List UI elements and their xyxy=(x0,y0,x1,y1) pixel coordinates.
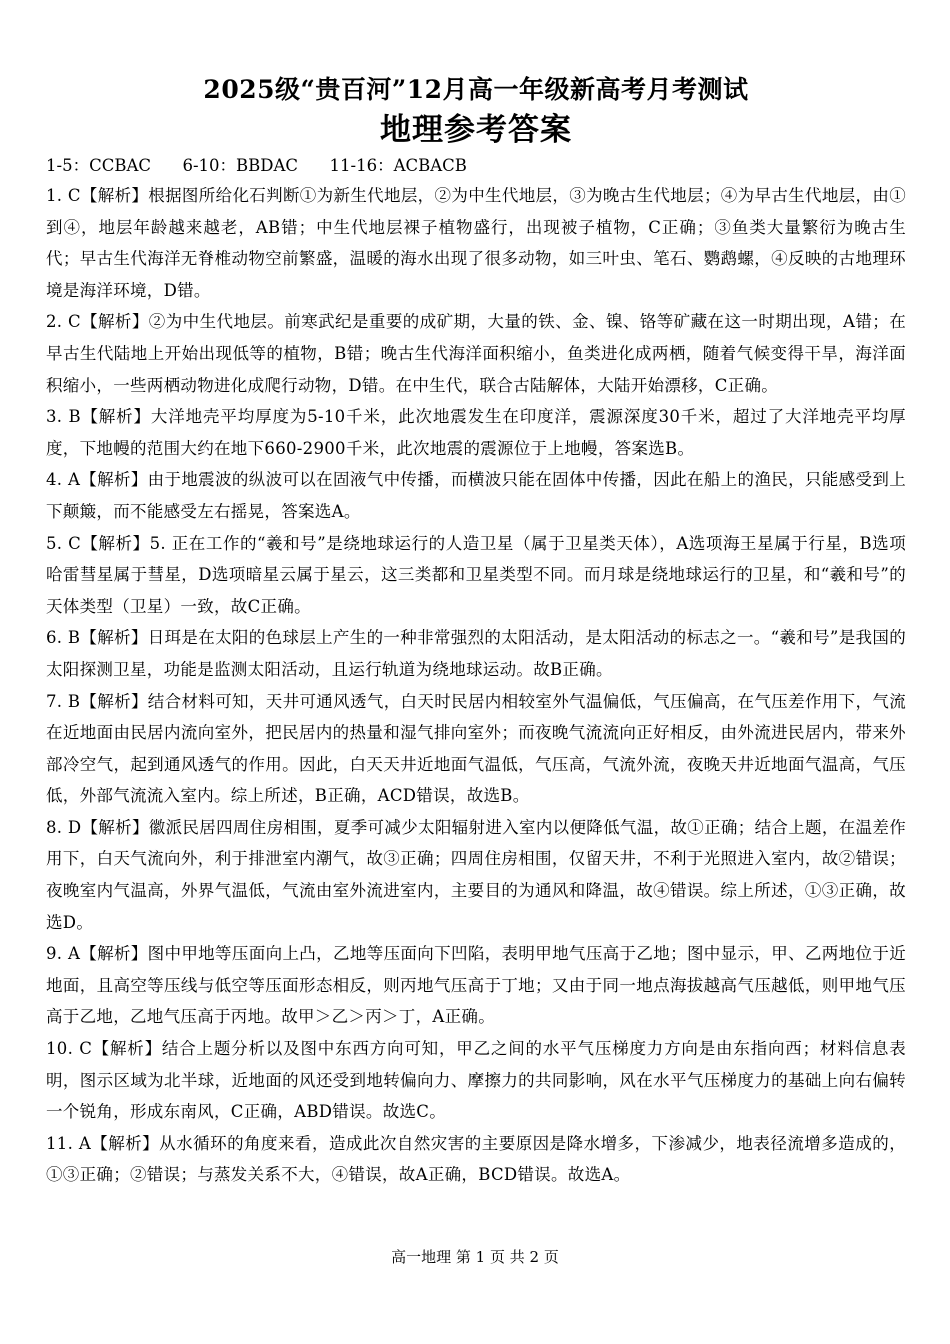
explanation-8: 8. D【解析】徽派民居四周住房相围，夏季可减少太阳辐射进入室内以便降低气温，故①正确；结合上题，在温差作用下，白天气流向外，利于排泄室内潮气，故③正确；四周住房相围，仅留天井，不利于光照进入室内，故②错误；夜晚室内气温高，外界气温低，气流由室外流进室内，主要目的为通风和降温，故④错误。综上所述，①③正确，故选D。 xyxy=(46,817,906,932)
explanation-2: 2. C【解析】②为中生代地层。前寒武纪是重要的成矿期，大量的铁、金、镍、铬等矿藏在这一时期出现，A错；在早古生代陆地上开始出现低等的植物，B错；晚古生代海洋面积缩小，鱼类进化成两栖，随着气候变得干旱，海洋面积缩小，一些两栖动物进化成爬行动物，D错。在中生代，联合古陆解体，大陆开始漂移，C正确。 xyxy=(46,312,906,395)
explanation-10: 10. C【解析】结合上题分析以及图中东西方向可知，甲乙之间的水平气压梯度力方向是由东指向西；材料信息表明，图示区域为北半球，近地面的风还受到地转偏向力、摩擦力的共同影响，风在水平气压梯度力的基础上向右偏转一个锐角，形成东南风，C正确，ABD错误。故选C。 xyxy=(46,1039,906,1122)
explanation-9: 9. A【解析】图中甲地等压面向上凸，乙地等压面向下凹陷，表明甲地气压高于乙地；图中显示，甲、乙两地位于近地面，且高空等压线与低空等压面形态相反，则丙地气压高于丁地；又由于同一地点海拔越高气压越低，则甲地气压高于乙地，乙地气压高于丙地。故甲＞乙＞丙＞丁，A正确。 xyxy=(46,944,906,1027)
explanation-7: 7. B【解析】结合材料可知，天井可通风透气，白天时民居内相较室外气温偏低，气压偏高，在气压差作用下，气流在近地面由民居内流向室外，把民居内的热量和湿气排向室外；而夜晚气流流向正好相反，由外流进民居内，带来外部冷空气，起到通风透气的作用。因此，白天天井近地面气温低，气压高，气流外流，夜晚天井近地面气温高，气压低，外部气流流入室内。综上所述，B正确，ACD错误，故选B。 xyxy=(46,691,906,806)
explanation-6: 6. B【解析】日珥是在太阳的色球层上产生的一种非常强烈的太阳活动，是太阳活动的标志之一。“羲和号”是我国的太阳探测卫星，功能是监测太阳活动，且运行轨道为绕地球运动。故B正确。 xyxy=(46,628,906,679)
explanation-4: 4. A【解析】由于地震波的纵波可以在固液气中传播，而横波只能在固体中传播，因此在船上的渔民，只能感受到上下颠簸，而不能感受左右摇晃，答案选A。 xyxy=(46,470,906,521)
explanation-11: 11. A【解析】从水循环的角度来看，造成此次自然灾害的主要原因是降水增多，下渗减少，地表径流增多造成的，①③正确；②错误；与蒸发关系不大，④错误，故A正确，BCD错误。故选A。 xyxy=(46,1133,906,1185)
answer-key: 1-5：CCBAC 6-10：BBDAC 11-16：ACBACB xyxy=(46,156,467,175)
answer-sheet xyxy=(46,72,906,1191)
answer-title: 地理参考答案 xyxy=(380,112,572,148)
explanation-3: 3. B【解析】大洋地壳平均厚度为5-10千米，此次地震发生在印度洋，震源深度30千米，超过了大洋地壳平均厚度，下地幔的范围大约在地下660-2900千米，此次地震的震源位于上地幔，答案选B。 xyxy=(46,407,906,458)
exam-title: 2025级“贵百河”12月高一年级新高考月考测试 xyxy=(203,75,749,104)
explanation-1: 1. C【解析】根据图所给化石判断①为新生代地层，②为中生代地层，③为晚古生代地层；④为早古生代地层，由①到④，地层年龄越来越老，AB错；中生代地层裸子植物盛行，出现被子植物，C正确；③鱼类大量繁衍为晚古生代；早古生代海洋无脊椎动物空前繁盛，温暖的海水出现了很多动物，如三叶虫、笔石、鹦鹉螺，④反映的古地理环境是海洋环境，D错。 xyxy=(46,186,906,300)
explanation-5: 5. C【解析】5. 正在工作的“羲和号”是绕地球运行的人造卫星（属于卫星类天体），A选项海王星属于行星，B选项哈雷彗星属于彗星，D选项暗星云属于星云，这三类都和卫星类型不同。而月球是绕地球运行的卫星，和“羲和号”的天体类型（卫星）一致，故C正确。 xyxy=(46,533,906,616)
page-footer: 高一地理 第 1 页 共 2 页 xyxy=(391,1248,559,1266)
